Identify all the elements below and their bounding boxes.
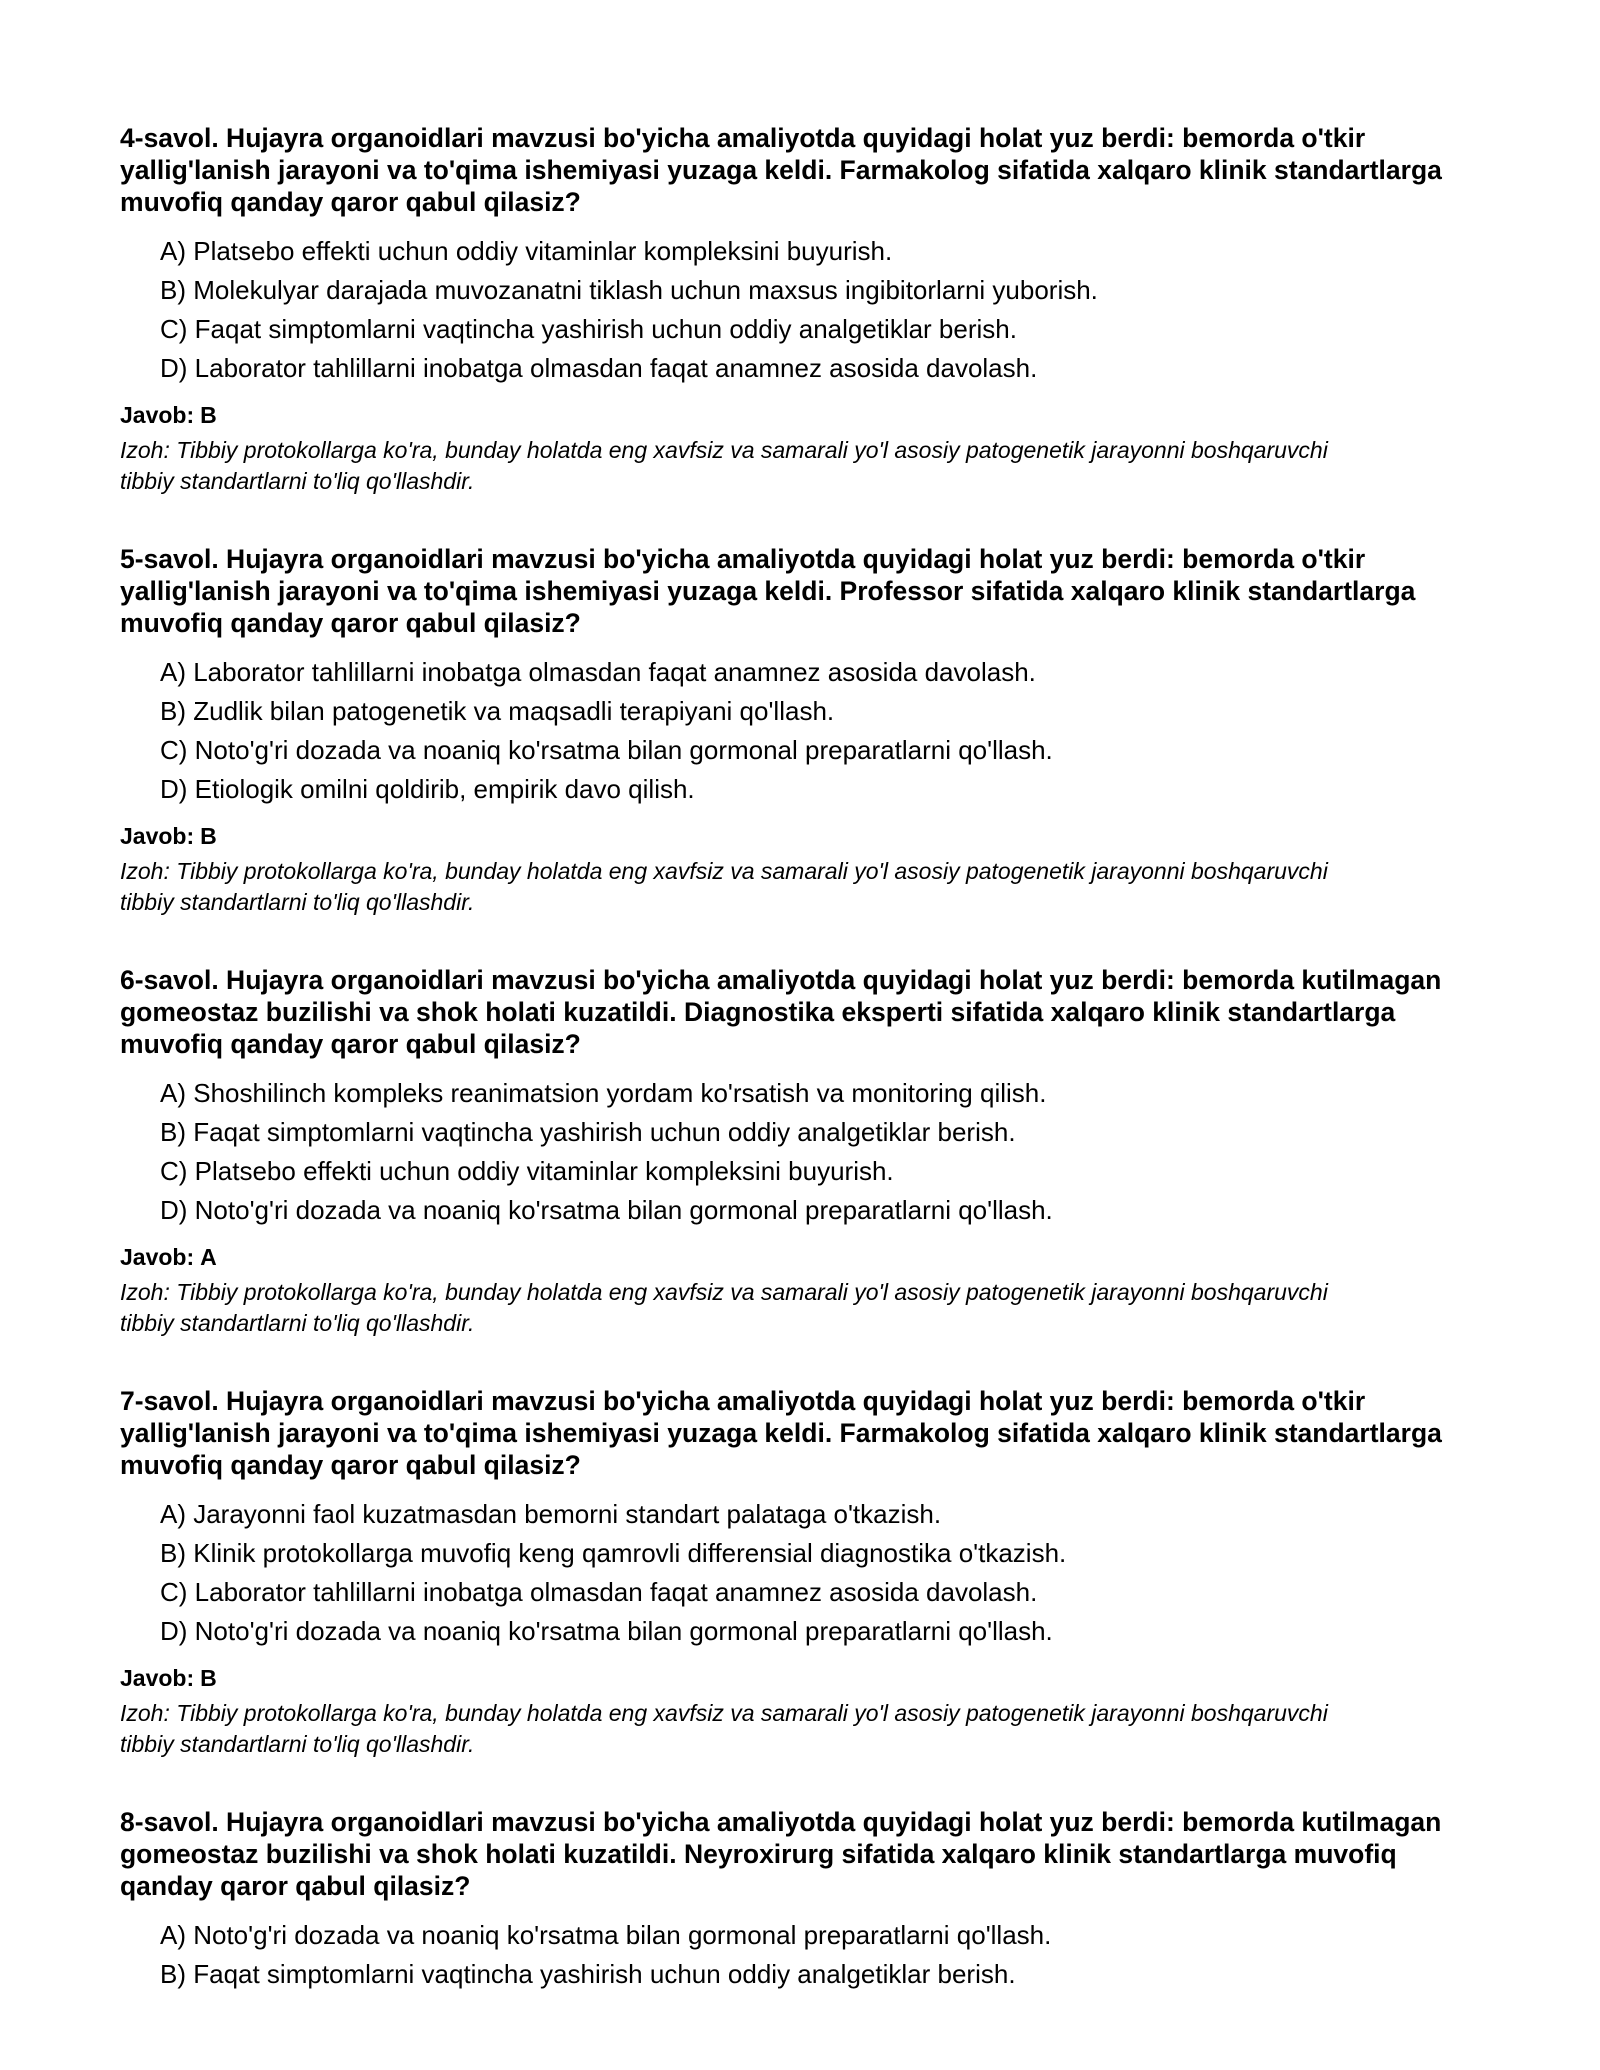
- option-b: B) Zudlik bilan patogenetik va maqsadli terapiyani qo'llash.: [160, 696, 835, 726]
- option-c: C) Laborator tahlillarni inobatga olmasdan faqat anamnez asosida davolash.: [160, 1577, 1038, 1607]
- question-text: 6-savol. Hujayra organoidlari mavzusi bo'yicha amaliyotda quyidagi holat yuz berdi: bemorda kutilmagan gomeostaz buzilishi va shok holati kuzatildi. Diagnostika eksperti sifatida xalqaro klinik standartlarga muvofiq qanday qaror qabul qilasiz?: [120, 965, 1442, 1059]
- question-4: [120, 122, 1480, 497]
- options-list: [160, 1074, 1480, 1230]
- answer-value: B: [200, 1665, 217, 1691]
- option-d: D) Etiologik omilni qoldirib, empirik davo qilish.: [160, 774, 695, 804]
- options-list: [160, 1495, 1480, 1651]
- option-b: B) Faqat simptomlarni vaqtincha yashirish uchun oddiy analgetiklar berish.: [160, 1959, 1016, 1989]
- answer: [120, 1242, 1480, 1272]
- options-list: [160, 1916, 1480, 1994]
- option-a: A) Jarayonni faol kuzatmasdan bemorni standart palataga o'tkazish.: [160, 1499, 942, 1529]
- question-6: [120, 964, 1480, 1339]
- answer-label: Javob:: [120, 402, 195, 428]
- option-d: D) Noto'g'ri dozada va noaniq ko'rsatma bilan gormonal preparatlarni qo'llash.: [160, 1616, 1053, 1646]
- option-d: D) Noto'g'ri dozada va noaniq ko'rsatma bilan gormonal preparatlarni qo'llash.: [160, 1195, 1053, 1225]
- options-list: [160, 232, 1480, 388]
- question-7: [120, 1385, 1480, 1760]
- explanation: Izoh: Tibbiy protokollarga ko'ra, bunday holatda eng xavfsiz va samarali yo'l asosiy patogenetik jarayonni boshqaruvchi tibbiy standartlarni to'liq qo'llashdir.: [120, 858, 1328, 915]
- options-list: [160, 653, 1480, 809]
- option-a: A) Shoshilinch kompleks reanimatsion yordam ko'rsatish va monitoring qilish.: [160, 1078, 1047, 1108]
- answer: [120, 400, 1480, 430]
- answer-value: B: [200, 402, 217, 428]
- option-b: B) Molekulyar darajada muvozanatni tiklash uchun maxsus ingibitorlarni yuborish.: [160, 275, 1098, 305]
- answer-label: Javob:: [120, 1665, 195, 1691]
- answer-label: Javob:: [120, 1244, 195, 1270]
- explanation: Izoh: Tibbiy protokollarga ko'ra, bunday holatda eng xavfsiz va samarali yo'l asosiy patogenetik jarayonni boshqaruvchi tibbiy standartlarni to'liq qo'llashdir.: [120, 437, 1328, 494]
- question-8: [120, 1806, 1480, 1994]
- explanation: Izoh: Tibbiy protokollarga ko'ra, bunday holatda eng xavfsiz va samarali yo'l asosiy patogenetik jarayonni boshqaruvchi tibbiy standartlarni to'liq qo'llashdir.: [120, 1700, 1328, 1757]
- answer: [120, 1663, 1480, 1693]
- answer-label: Javob:: [120, 823, 195, 849]
- option-c: C) Noto'g'ri dozada va noaniq ko'rsatma bilan gormonal preparatlarni qo'llash.: [160, 735, 1053, 765]
- option-a: A) Noto'g'ri dozada va noaniq ko'rsatma bilan gormonal preparatlarni qo'llash.: [160, 1920, 1052, 1950]
- answer-value: A: [200, 1244, 217, 1270]
- option-d: D) Laborator tahlillarni inobatga olmasdan faqat anamnez asosida davolash.: [160, 353, 1038, 383]
- option-b: B) Faqat simptomlarni vaqtincha yashirish uchun oddiy analgetiklar berish.: [160, 1117, 1016, 1147]
- explanation: Izoh: Tibbiy protokollarga ko'ra, bunday holatda eng xavfsiz va samarali yo'l asosiy patogenetik jarayonni boshqaruvchi tibbiy standartlarni to'liq qo'llashdir.: [120, 1279, 1328, 1336]
- answer-value: B: [200, 823, 217, 849]
- question-text: 4-savol. Hujayra organoidlari mavzusi bo'yicha amaliyotda quyidagi holat yuz berdi: bemorda o'tkir yallig'lanish jarayoni va to'qima ishemiyasi yuzaga keldi. Farmakolog sifatida xalqaro klinik standartlarga muvofiq qanday qaror qabul qilasiz?: [120, 123, 1442, 217]
- option-a: A) Laborator tahlillarni inobatga olmasdan faqat anamnez asosida davolash.: [160, 657, 1036, 687]
- answer: [120, 821, 1480, 851]
- option-c: C) Platsebo effekti uchun oddiy vitaminlar kompleksini buyurish.: [160, 1156, 894, 1186]
- option-c: C) Faqat simptomlarni vaqtincha yashirish uchun oddiy analgetiklar berish.: [160, 314, 1017, 344]
- question-5: [120, 543, 1480, 918]
- option-a: A) Platsebo effekti uchun oddiy vitaminlar kompleksini buyurish.: [160, 236, 893, 266]
- question-text: 8-savol. Hujayra organoidlari mavzusi bo'yicha amaliyotda quyidagi holat yuz berdi: bemorda kutilmagan gomeostaz buzilishi va shok holati kuzatildi. Neyroxirurg sifatida xalqaro klinik standartlarga muvofiq qanday qaror qabul qilasiz?: [120, 1807, 1442, 1901]
- question-text: 5-savol. Hujayra organoidlari mavzusi bo'yicha amaliyotda quyidagi holat yuz berdi: bemorda o'tkir yallig'lanish jarayoni va to'qima ishemiyasi yuzaga keldi. Professor sifatida xalqaro klinik standartlarga muvofiq qanday qaror qabul qilasiz?: [120, 544, 1416, 638]
- question-text: 7-savol. Hujayra organoidlari mavzusi bo'yicha amaliyotda quyidagi holat yuz berdi: bemorda o'tkir yallig'lanish jarayoni va to'qima ishemiyasi yuzaga keldi. Farmakolog sifatida xalqaro klinik standartlarga muvofiq qanday qaror qabul qilasiz?: [120, 1386, 1442, 1480]
- option-b: B) Klinik protokollarga muvofiq keng qamrovli differensial diagnostika o'tkazish.: [160, 1538, 1067, 1568]
